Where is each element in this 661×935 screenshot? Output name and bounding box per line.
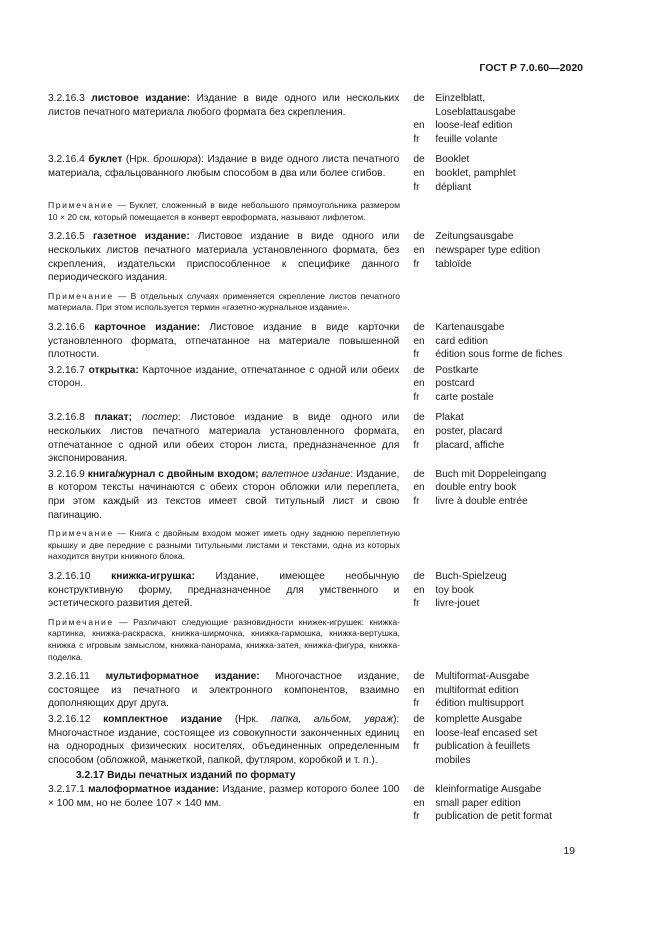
language-code: en bbox=[413, 335, 425, 347]
term-text: ): Издание в виде одного листа печатного материала, сфальцованного любым способом в два или более сгибов. bbox=[48, 154, 400, 179]
term-number: 3.2.16.9 bbox=[48, 468, 85, 480]
term-text: : Издание, в котором тексты начинаются с обеих сторон обложки или переплета, при этом каждый из текстов имеет свой титульный лист и свою пагинацию. bbox=[48, 468, 400, 521]
translation-term: komplette Ausgabe bbox=[435, 713, 522, 725]
term-definition bbox=[48, 468, 399, 522]
translation-row bbox=[413, 335, 593, 349]
glossary-content bbox=[48, 92, 593, 824]
translation-row bbox=[413, 481, 593, 495]
translation-term: card edition bbox=[435, 335, 489, 347]
language-code: fr bbox=[413, 258, 420, 270]
translation-term: postcard bbox=[435, 378, 475, 390]
translation-row bbox=[413, 119, 593, 133]
translation-term: livre-jouet bbox=[435, 598, 480, 610]
language-code: fr bbox=[413, 133, 420, 145]
language-code: en bbox=[413, 727, 425, 739]
language-code: fr bbox=[413, 439, 420, 451]
translation-row bbox=[413, 810, 593, 824]
term-title: листовое издание: bbox=[91, 93, 191, 104]
term-synonym: папка, альбом, увраж bbox=[271, 713, 394, 725]
term-title: карточное издание: bbox=[94, 321, 201, 333]
term-definition bbox=[48, 153, 399, 194]
term-definition bbox=[48, 713, 399, 767]
term-title: книжка-игрушка: bbox=[111, 571, 195, 582]
spacer bbox=[48, 404, 593, 411]
language-code: de bbox=[413, 321, 425, 333]
translation-term: livre à double entrée bbox=[435, 496, 528, 508]
term-title: малоформатное издание: bbox=[88, 783, 220, 795]
translations bbox=[413, 153, 593, 194]
translation-term: Zeitungsausgabe bbox=[435, 231, 514, 243]
term-text: Издание, размер которого более 100 × 100 мм, но не более 107 × 140 мм. bbox=[48, 783, 400, 809]
note-label: Примечание bbox=[48, 616, 114, 627]
term-title: газетное издание: bbox=[93, 231, 190, 243]
term-number: 3.2.16.4 bbox=[48, 154, 85, 166]
term-number: 3.2.16.12 bbox=[48, 713, 91, 725]
term-definition bbox=[48, 411, 399, 465]
translation-row bbox=[413, 468, 593, 482]
language-code: fr bbox=[413, 391, 420, 403]
translations bbox=[413, 570, 593, 611]
note-text: — Книга с двойным входом может иметь одну заднюю переплетную крышку и две передние с разными титульными листами и текстами, одна из которых находится внутри книжного блока. bbox=[48, 528, 400, 562]
term-text: ): Многочастное издание, состоящее из совокупности законченных единиц на однородных физических носителях, объединенных определенным способом (обложкой, манжеткой, папкой, футляром, коробкой и т. п.). bbox=[48, 713, 400, 766]
translations bbox=[413, 411, 593, 465]
translations bbox=[413, 364, 593, 405]
language-code: en bbox=[413, 244, 425, 256]
term-text: Многочастное издание, состоящее из печатного и электронного компонентов, взаимно дополняющих друг друга. bbox=[48, 671, 400, 710]
translation-term: Postkarte bbox=[435, 364, 479, 376]
language-code: en bbox=[413, 120, 425, 132]
term-number: 3.2.16.3 bbox=[48, 93, 85, 104]
translation-term: double entry book bbox=[435, 482, 517, 494]
term-definition bbox=[48, 364, 399, 405]
translation-row bbox=[413, 570, 593, 584]
note-label: Примечание bbox=[48, 290, 114, 301]
translation-term: multiformat edition bbox=[435, 684, 519, 696]
translation-row bbox=[413, 670, 593, 684]
language-code: fr bbox=[413, 496, 420, 508]
language-code: de bbox=[413, 364, 425, 376]
term-number: 3.2.16.6 bbox=[48, 321, 85, 333]
translation-row bbox=[413, 495, 593, 509]
term-pre: (Нрк. bbox=[222, 713, 272, 725]
translation-row bbox=[413, 713, 593, 727]
term-title: плакат; bbox=[94, 412, 132, 424]
glossary-entry bbox=[48, 230, 593, 284]
translation-term: loose-leaf encased set bbox=[435, 727, 538, 739]
term-number: 3.2.16.8 bbox=[48, 412, 85, 424]
standard-header: ГОСТ Р 7.0.60—2020 bbox=[479, 62, 583, 74]
term-text: Карточное издание, отпечатанное с одной или обеих сторон. bbox=[48, 364, 400, 390]
translation-term: poster, placard bbox=[435, 426, 503, 438]
translation-term: édition sous forme de fiches bbox=[435, 349, 563, 361]
term-title: мультиформатное издание: bbox=[105, 671, 260, 683]
language-code: de bbox=[413, 412, 425, 424]
translation-term: booklet, pamphlet bbox=[435, 167, 516, 179]
language-code: fr bbox=[413, 598, 420, 610]
translation-row bbox=[413, 321, 593, 335]
translations bbox=[413, 321, 593, 362]
term-number: 3.2.17.1 bbox=[48, 783, 85, 795]
translation-term: Einzelblatt, bbox=[435, 93, 486, 104]
translation-row bbox=[413, 230, 593, 244]
translation-term: feuille volante bbox=[435, 133, 498, 145]
translation-term: newspaper type edition bbox=[435, 244, 541, 256]
translation-row bbox=[413, 167, 593, 181]
note bbox=[48, 200, 400, 223]
translation-row bbox=[413, 106, 593, 120]
translation-row bbox=[413, 411, 593, 425]
note-label: Примечание bbox=[48, 528, 114, 539]
language-code: de bbox=[413, 154, 425, 166]
translation-term: Buch-Spielzeug bbox=[435, 571, 507, 582]
glossary-entry bbox=[48, 468, 593, 522]
note-text: — Буклет, сложенный в виде небольшого прямоугольника размером 10 × 20 см, который помещается в конверт евроформата, называют лифлетом. bbox=[48, 200, 400, 222]
translation-term: publication de petit format bbox=[435, 811, 553, 823]
term-definition bbox=[48, 321, 399, 362]
translation-term: publication à feuillets bbox=[435, 741, 530, 753]
term-text: : Листовое издание в виде одного или нескольких листов печатного материала установленного формата, отпечатанное с одной или обеих сторон листа, предназначенное для экспонирования. bbox=[48, 412, 400, 465]
term-definition bbox=[48, 783, 399, 824]
translation-row bbox=[413, 391, 593, 405]
term-pre: (Нрк. bbox=[122, 154, 154, 166]
translation-row bbox=[413, 754, 593, 768]
term-title: комплектное издание bbox=[103, 713, 223, 725]
translation-term: édition multisupport bbox=[435, 698, 524, 710]
term-number: 3.2.16.10 bbox=[48, 571, 91, 582]
translation-row bbox=[413, 133, 593, 147]
term-number: 3.2.16.7 bbox=[48, 364, 85, 376]
language-code: de bbox=[413, 713, 425, 725]
language-code bbox=[413, 106, 435, 120]
language-code: fr bbox=[413, 698, 420, 710]
term-synonym: постер bbox=[131, 412, 178, 424]
term-definition bbox=[48, 670, 399, 711]
section-heading: 3.2.17 Виды печатных изданий по формату bbox=[76, 770, 296, 782]
language-code: en bbox=[413, 378, 425, 390]
glossary-entry bbox=[48, 411, 593, 465]
language-code: fr bbox=[413, 741, 420, 753]
language-code: en bbox=[413, 797, 425, 809]
glossary-entry bbox=[48, 783, 593, 824]
term-title: открытка: bbox=[88, 364, 139, 376]
language-code: en bbox=[413, 167, 425, 179]
translation-row bbox=[413, 727, 593, 741]
glossary-entry bbox=[48, 713, 593, 767]
note-text: — В отдельных случаях применяется скрепление листов печатного материала. При этом используется термин «газетно-журнальное издание». bbox=[48, 290, 400, 313]
language-code: en bbox=[413, 426, 425, 438]
term-text: Листовое издание в виде одного или нескольких листов печатного материала установленного формата, без скрепления, издательски приспособленное к специфике данного периодического издания. bbox=[48, 231, 400, 284]
term-number: 3.2.16.11 bbox=[48, 671, 90, 683]
translation-term: loose-leaf edition bbox=[435, 120, 513, 132]
language-code: de bbox=[413, 468, 425, 480]
translation-row bbox=[413, 597, 593, 611]
term-synonym: валетное издание bbox=[258, 468, 351, 480]
term-definition bbox=[48, 92, 399, 146]
translation-row bbox=[413, 377, 593, 391]
language-code: fr bbox=[413, 181, 420, 193]
spacer bbox=[48, 314, 593, 321]
glossary-entry bbox=[48, 670, 593, 711]
glossary-entry bbox=[48, 153, 593, 194]
note bbox=[48, 528, 400, 563]
translation-row bbox=[413, 584, 593, 598]
language-code: de bbox=[413, 671, 425, 683]
translation-row bbox=[413, 425, 593, 439]
translation-row bbox=[413, 364, 593, 378]
spacer bbox=[48, 563, 593, 570]
translations bbox=[413, 713, 593, 767]
translation-row bbox=[413, 439, 593, 453]
translation-term: mobiles bbox=[435, 754, 471, 766]
translations bbox=[413, 468, 593, 522]
language-code: de bbox=[413, 93, 425, 104]
translation-row bbox=[413, 740, 593, 754]
translation-row bbox=[413, 684, 593, 698]
note-text: — Различают следующие разновидности книжек-игрушек: книжка-картинка, книжка-раскраска, книжка-ширмочка, книжка-гармошка, книжка-вертушка, книжка с игровым замыслом, книжка-панорама, книжка-затея, книжка-фигура, книжка-поделка. bbox=[48, 616, 400, 662]
term-synonym: брошюра bbox=[153, 154, 198, 166]
note-label: Примечание bbox=[48, 200, 114, 211]
term-title: книга/журнал с двойным входом; bbox=[87, 468, 259, 480]
translations bbox=[413, 230, 593, 284]
language-code: en bbox=[413, 684, 425, 696]
translation-term: Kartenausgabe bbox=[435, 321, 505, 333]
term-text: Листовое издание в виде карточки установленного формата, отпечатанное на материале повышенной плотности. bbox=[48, 321, 400, 361]
glossary-entry bbox=[48, 92, 593, 146]
translation-row bbox=[413, 348, 593, 362]
spacer bbox=[48, 223, 593, 230]
glossary-entry bbox=[48, 321, 593, 362]
term-title: буклет bbox=[88, 154, 123, 166]
glossary-entry bbox=[48, 570, 593, 611]
term-text: Издание, имеющее необычную конструктивную форму, предназначенное для умственного и эстетического развития детей. bbox=[48, 571, 400, 610]
term-number: 3.2.16.5 bbox=[48, 231, 85, 243]
translation-row bbox=[413, 258, 593, 272]
language-code: en bbox=[413, 482, 425, 494]
language-code: fr bbox=[413, 811, 420, 823]
translation-row bbox=[413, 697, 593, 711]
translation-row bbox=[413, 797, 593, 811]
translations bbox=[413, 783, 593, 824]
page-number: 19 bbox=[563, 845, 575, 857]
translation-term: carte postale bbox=[435, 391, 494, 403]
translation-term: placard, affiche bbox=[435, 439, 505, 451]
language-code: en bbox=[413, 584, 425, 596]
glossary-entry bbox=[48, 364, 593, 405]
translations bbox=[413, 92, 593, 146]
language-code: de bbox=[413, 571, 425, 582]
translation-row bbox=[413, 244, 593, 258]
spacer bbox=[48, 146, 593, 153]
translation-term: tabloïde bbox=[435, 258, 472, 270]
language-code: de bbox=[413, 783, 425, 795]
translation-row bbox=[413, 783, 593, 797]
translation-row bbox=[413, 92, 593, 106]
translation-term: toy book bbox=[435, 584, 474, 596]
language-code: de bbox=[413, 231, 425, 243]
translations bbox=[413, 670, 593, 711]
translation-term: Loseblattausgabe bbox=[435, 106, 516, 118]
translation-term: Plakat bbox=[435, 412, 464, 424]
language-code: fr bbox=[413, 349, 420, 361]
translation-row bbox=[413, 153, 593, 167]
translation-term: dépliant bbox=[435, 181, 472, 193]
note bbox=[48, 617, 400, 663]
term-definition bbox=[48, 570, 399, 611]
language-code bbox=[413, 754, 435, 768]
translation-row bbox=[413, 181, 593, 195]
term-definition bbox=[48, 230, 399, 284]
translation-term: Multiformat-Ausgabe bbox=[435, 671, 530, 683]
translation-term: small paper edition bbox=[435, 797, 521, 809]
translation-term: kleinformatige Ausgabe bbox=[435, 783, 542, 795]
note bbox=[48, 291, 400, 314]
translation-term: Booklet bbox=[435, 154, 470, 166]
translation-term: Buch mit Doppeleingang bbox=[435, 468, 547, 480]
term-text: Издание в виде одного или нескольких листов печатного материала любого формата без скрепления. bbox=[48, 93, 400, 118]
spacer bbox=[48, 663, 593, 670]
